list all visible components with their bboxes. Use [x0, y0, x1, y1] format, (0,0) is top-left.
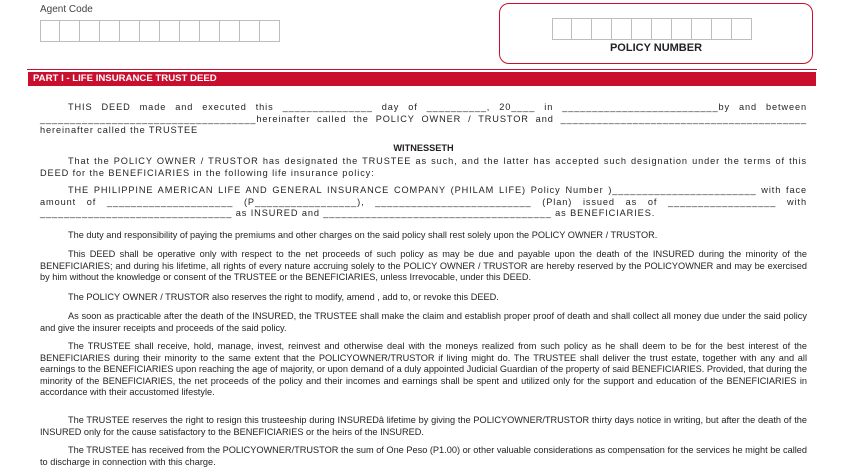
agent-code-digit-box[interactable] — [160, 20, 180, 42]
resignation-paragraph: The TRUSTEE reserves the right to resign this trusteeship during INSUREDâ lifetime by giving the POLICYOWNER/TRUSTOR thirty days notice in writing, but after the death of the INSURED only for the cause satisfactory to the BENEFICIARIES or the heirs of the INSURED. — [40, 415, 807, 437]
policy-number-digit-box[interactable] — [732, 18, 752, 40]
compensation-paragraph: The TRUSTEE has received from the POLICYOWNER/TRUSTOR the sum of One Peso (P1.00) or other valuable considerations as compensation for the services he might be called to discharge in connection with this charge. — [40, 445, 807, 467]
modify-right-paragraph: The POLICY OWNER / TRUSTOR also reserves the right to modify, amend , add to, or revoke this DEED. — [68, 292, 499, 302]
part-title-bar: PART I - LIFE INSURANCE TRUST DEED — [28, 72, 816, 86]
agent-code-digit-box[interactable] — [100, 20, 120, 42]
top-rule — [27, 69, 817, 70]
policy-number-digit-box[interactable] — [632, 18, 652, 40]
claim-paragraph: As soon as practicable after the death of the INSURED, the TRUSTEE shall make the claim and establish proper proof of death and shall collect all money due under the said policy and give the insurer receipts and proceeds of the said policy. — [40, 311, 807, 333]
agent-code-label: Agent Code — [40, 4, 93, 15]
agent-code-digit-box[interactable] — [260, 20, 280, 42]
agent-code-digit-box[interactable] — [220, 20, 240, 42]
policy-number-digit-box[interactable] — [672, 18, 692, 40]
agent-code-digit-box[interactable] — [40, 20, 60, 42]
agent-code-digit-box[interactable] — [180, 20, 200, 42]
policy-number-label: POLICY NUMBER — [609, 42, 703, 54]
witnesseth-heading: WITNESSETH — [393, 143, 454, 153]
designation-paragraph: That the POLICY OWNER / TRUSTOR has designated the TRUSTEE as such, and the latter has accepted such designation under the terms of this DEED for the BENEFICIARIES in the following life insurance policy: — [40, 156, 807, 178]
policy-number-digit-box[interactable] — [572, 18, 592, 40]
agent-code-digit-box[interactable] — [80, 20, 100, 42]
policy-number-digit-box[interactable] — [712, 18, 732, 40]
policy-number-digit-box[interactable] — [552, 18, 572, 40]
policy-number-digit-box[interactable] — [592, 18, 612, 40]
agent-code-boxes[interactable] — [40, 20, 280, 42]
agent-code-digit-box[interactable] — [240, 20, 260, 42]
operative-paragraph: This DEED shall be operative only with respect to the net proceeds of such policy as may be due and payable upon the death of the INSURED during the minority of the BENEFICIARIES; and during his lifetime, all rights of every nature accruing solely to the POLICY OWNER / TRUSTOR are hereby reserved by the POLICYOWNER and may be exercised by him without the knowledge or consent of the TRUSTEE or the BENEFICIARIES, unless Irrevocable, under this DEED. — [40, 249, 807, 282]
agent-code-digit-box[interactable] — [120, 20, 140, 42]
agent-code-digit-box[interactable] — [60, 20, 80, 42]
policy-number-digit-box[interactable] — [612, 18, 632, 40]
policy-number-digit-box[interactable] — [692, 18, 712, 40]
trustee-duties-paragraph: The TRUSTEE shall receive, hold, manage, invest, reinvest and otherwise deal with the moneys realized from such policy as he shall deem to be for the best interest of the BENEFICIARIES during their minority to the same extent that the POLICYOWNER/TRUSTOR if living might do. The TRUSTEE shall deliver the trust estate, together with any and all earnings to the BENEFICIARIES upon reaching the age of majority, or upon demand of a duly appointed Judicial Guardian of the property of said BENEFICIARIES. Provided, that during the minority of the BENEFICIARIES, the net proceeds of the policy and their incomes and earnings shall be spent and utilized only for the support and education of the BENEFICIARIES in accordance with their accustomed lifestyle. — [40, 341, 807, 397]
agent-code-digit-box[interactable] — [140, 20, 160, 42]
policy-details-paragraph: THE PHILIPPINE AMERICAN LIFE AND GENERAL INSURANCE COMPANY (PHILAM LIFE) Policy Number )________________________ with face amount of _____________________ (P_________________), __________________________ (Plan) issued as of __________________ with ________________________________ as INSURED and ______________________________________ as BENEFICIARIES. — [40, 185, 807, 218]
premium-duty-paragraph: The duty and responsibility of paying the premiums and other charges on the said policy shall rest solely upon the POLICY OWNER / TRUSTOR. — [68, 230, 658, 240]
agent-code-digit-box[interactable] — [200, 20, 220, 42]
deed-intro-paragraph: THIS DEED made and executed this _______________ day of __________, 20____ in __________________________by and between ____________________________________hereinafter called the POLICY OWNER / TRUSTOR and _________________________________________ hereinafter called the TRUSTEE — [40, 102, 807, 135]
policy-number-digit-box[interactable] — [652, 18, 672, 40]
policy-number-boxes[interactable] — [552, 18, 752, 40]
